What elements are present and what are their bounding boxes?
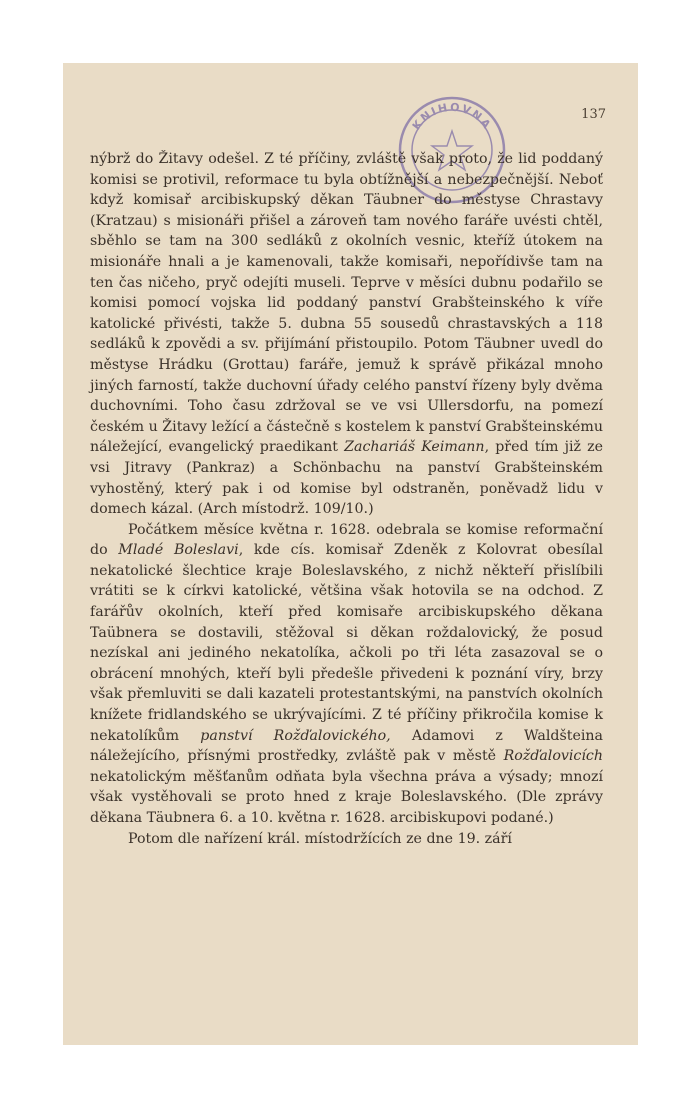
svg-text:KNIHOVNA [410, 101, 494, 133]
paragraph [90, 829, 603, 850]
body-text [90, 149, 603, 849]
text-run: nekatolickým měšťanům odňata byla všechna práva a výsady; mnozí však vystěhovali se proto hned z kraje Boleslavského. (Dle zprávy děkana Täubnera 6. a 10. května r. 1628. arcibiskupovi podané.) [90, 768, 603, 826]
paragraph [90, 520, 603, 829]
italic-name: Mladé Boleslavi [118, 542, 239, 559]
stamp-text: KNIHOVNA [409, 100, 495, 133]
text-run: , kde cís. komisař Zdeněk z Kolovrat obesílal nekatolické šlechtice kraje Boleslavského, z nichž někteří přislíbili vrátiti se k církvi katolické, většina však hotovila se na odchod. Z farářův okolních, kteří před komisaře arcibiskupského děkana Taübnera se dostavili, stěžoval si děkan roždalovický, že posud nezískal ani jediného nekatolíka, ačkoli po tři léta zasazoval se o obrácení mnohých, kteří byli předešle přivedeni k poznání víry, brzy však přemluviti se dali kazateli protestantskými, na panstvích okolních knížete fridlandského se ukrývajícími. Z té příčiny přikročila komise k nekatolíkům [90, 542, 603, 744]
italic-name: Rožďalovicích [503, 748, 603, 765]
text-run: Potom dle nařízení král. místodržících ze dne 19. září [128, 830, 512, 847]
text-run: Adamovi z Waldšteina náležejícího, přísnými prostředky, zvláště pak v městě [90, 727, 603, 765]
text-run: nýbrž do Žitavy odešel. Z té příčiny, zvláště však proto, že lid poddaný komisi se protivil, reformace tu byla obtížnější a nebezpečnější. Neboť když komisař arcibiskupský děkan Täubner do městyse Chrastavy (Kratzau) s misionáři přišel a zároveň tam nového faráře uvésti chtěl, sběhlo se tam na 300 sedláků z okolních vesnic, kteříž útokem na misionáře hnali a je kamenovali, takže komisaři, nepořídivše tam na ten čas ničeho, pryč odejíti museli. Teprve v měsíci dubnu podařilo se komisi pomocí vojska lid poddaný panství Grabšteinského k víře katolické přivésti, takže 5. dubna 55 sousedů chrastavských a 118 sedláků k zpovědi a sv. přijímání přistoupilo. Potom Täubner uvedl do městyse Hrádku (Grottau) faráře, jemuž k správě přikázal mnoho jiných farností, takže duchovní úřady celého panství řízeny byly dvěma duchovními. Toho času zdržoval se ve vsi Ullersdorfu, na pomezí českém u Žitavy ležící a částečně s kostelem k panství Grabšteinskému náležející, evangelický praedikant [90, 151, 603, 456]
text-run: , před tím již ze vsi Jitravy (Pankraz) a Schönbachu na panství Grabšteinském vyhostěný, který pak i od komise byl odstraněn, poněvadž lidu v domech kázal. (Arch místodrž. 109/10.) [90, 439, 603, 518]
text-run: Počátkem měsíce května r. 1628. odebrala se komise reformační do [90, 521, 603, 559]
page-number: 137 [581, 107, 606, 122]
italic-name: panství Rožďalovického, [200, 727, 391, 744]
paragraph [90, 149, 603, 520]
italic-name: Zachariáš Keimann [344, 439, 485, 456]
book-page [63, 63, 638, 1045]
